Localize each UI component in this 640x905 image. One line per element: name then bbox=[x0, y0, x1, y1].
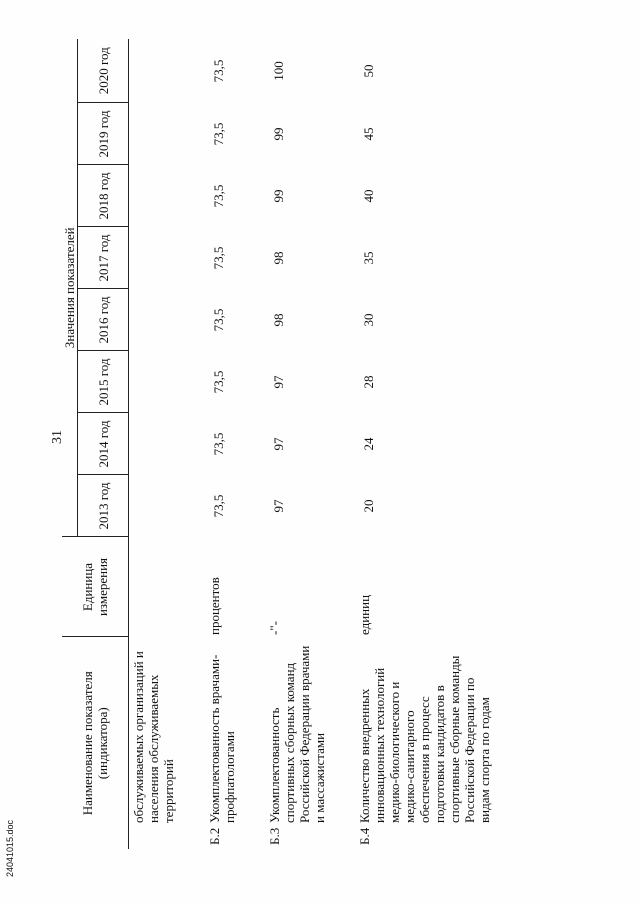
row-value bbox=[129, 103, 203, 165]
row-value: 73,5 bbox=[210, 122, 226, 146]
row-value: 40 bbox=[360, 189, 376, 203]
header-year: 2017 год bbox=[78, 227, 129, 289]
row-value: 97 bbox=[270, 375, 286, 389]
row-value: 45 bbox=[360, 127, 376, 141]
header-year: 2015 год bbox=[78, 351, 129, 413]
header-unit: Единица измерения bbox=[62, 537, 129, 637]
row-unit: единиц bbox=[356, 594, 372, 635]
row-value: 73,5 bbox=[210, 184, 226, 208]
page-number: 31 bbox=[50, 430, 65, 444]
row-value: 73,5 bbox=[210, 432, 226, 456]
row-unit: -"- bbox=[266, 621, 282, 635]
indicator-table bbox=[62, 39, 533, 849]
row-value: 73,5 bbox=[210, 246, 226, 270]
row-value: 24 bbox=[360, 437, 376, 451]
table-row bbox=[203, 39, 263, 849]
table-row bbox=[353, 39, 533, 849]
row-value: 73,5 bbox=[210, 59, 226, 83]
row-value: 50 bbox=[360, 64, 376, 78]
header-year: 2013 год bbox=[78, 475, 129, 537]
row-value: 99 bbox=[270, 127, 286, 141]
row-code bbox=[129, 823, 203, 849]
row-value: 97 bbox=[270, 499, 286, 513]
row-name: Укомплектованность врачами-профпатологами bbox=[206, 654, 237, 823]
row-value bbox=[129, 413, 203, 475]
table-row bbox=[129, 39, 203, 849]
row-value: 99 bbox=[270, 189, 286, 203]
header-year: 2020 год bbox=[78, 39, 129, 103]
row-code: Б.2 bbox=[206, 827, 222, 845]
row-value bbox=[129, 475, 203, 537]
header-year: 2016 год bbox=[78, 289, 129, 351]
indicator-table-rotated bbox=[62, 39, 562, 849]
row-value: 98 bbox=[270, 251, 286, 265]
row-name: обслуживаемых организаций и населения обслуживаемых территорий bbox=[131, 651, 176, 823]
header-year: 2018 год bbox=[78, 165, 129, 227]
row-name: Укомплектованность спортивных сборных команд Российской Федерации врачами и массажистами bbox=[266, 645, 327, 823]
row-value: 73,5 bbox=[210, 308, 226, 332]
footer-filename: 24041015.doc bbox=[5, 819, 15, 877]
table-row bbox=[263, 39, 353, 849]
row-value bbox=[129, 351, 203, 413]
row-value bbox=[129, 165, 203, 227]
row-value: 20 bbox=[360, 499, 376, 513]
header-indicator-name: Наименование показателя (индикатора) bbox=[62, 637, 129, 849]
row-value: 35 bbox=[360, 251, 376, 265]
row-code: Б.3 bbox=[266, 827, 282, 845]
row-unit bbox=[129, 537, 203, 637]
header-year: 2014 год bbox=[78, 413, 129, 475]
row-unit: процентов bbox=[206, 577, 222, 635]
row-value bbox=[129, 39, 203, 103]
row-code: Б.4 bbox=[356, 827, 372, 845]
row-value: 98 bbox=[270, 313, 286, 327]
header-values-group: Значения показателей bbox=[62, 39, 78, 537]
row-value: 30 bbox=[360, 313, 376, 327]
row-name: Количество внедренных инновационных технологий медико-биологического и медико-санитарного обеспечения в процесс подготовки кандидатов в спортивные сборные команды Российской Федерации по видам спорта по годам bbox=[356, 655, 492, 823]
row-value: 97 bbox=[270, 437, 286, 451]
header-year: 2019 год bbox=[78, 103, 129, 165]
row-value bbox=[129, 289, 203, 351]
row-value: 73,5 bbox=[210, 370, 226, 394]
row-value: 28 bbox=[360, 375, 376, 389]
row-value: 100 bbox=[270, 61, 286, 81]
row-value: 73,5 bbox=[210, 494, 226, 518]
row-value bbox=[129, 227, 203, 289]
